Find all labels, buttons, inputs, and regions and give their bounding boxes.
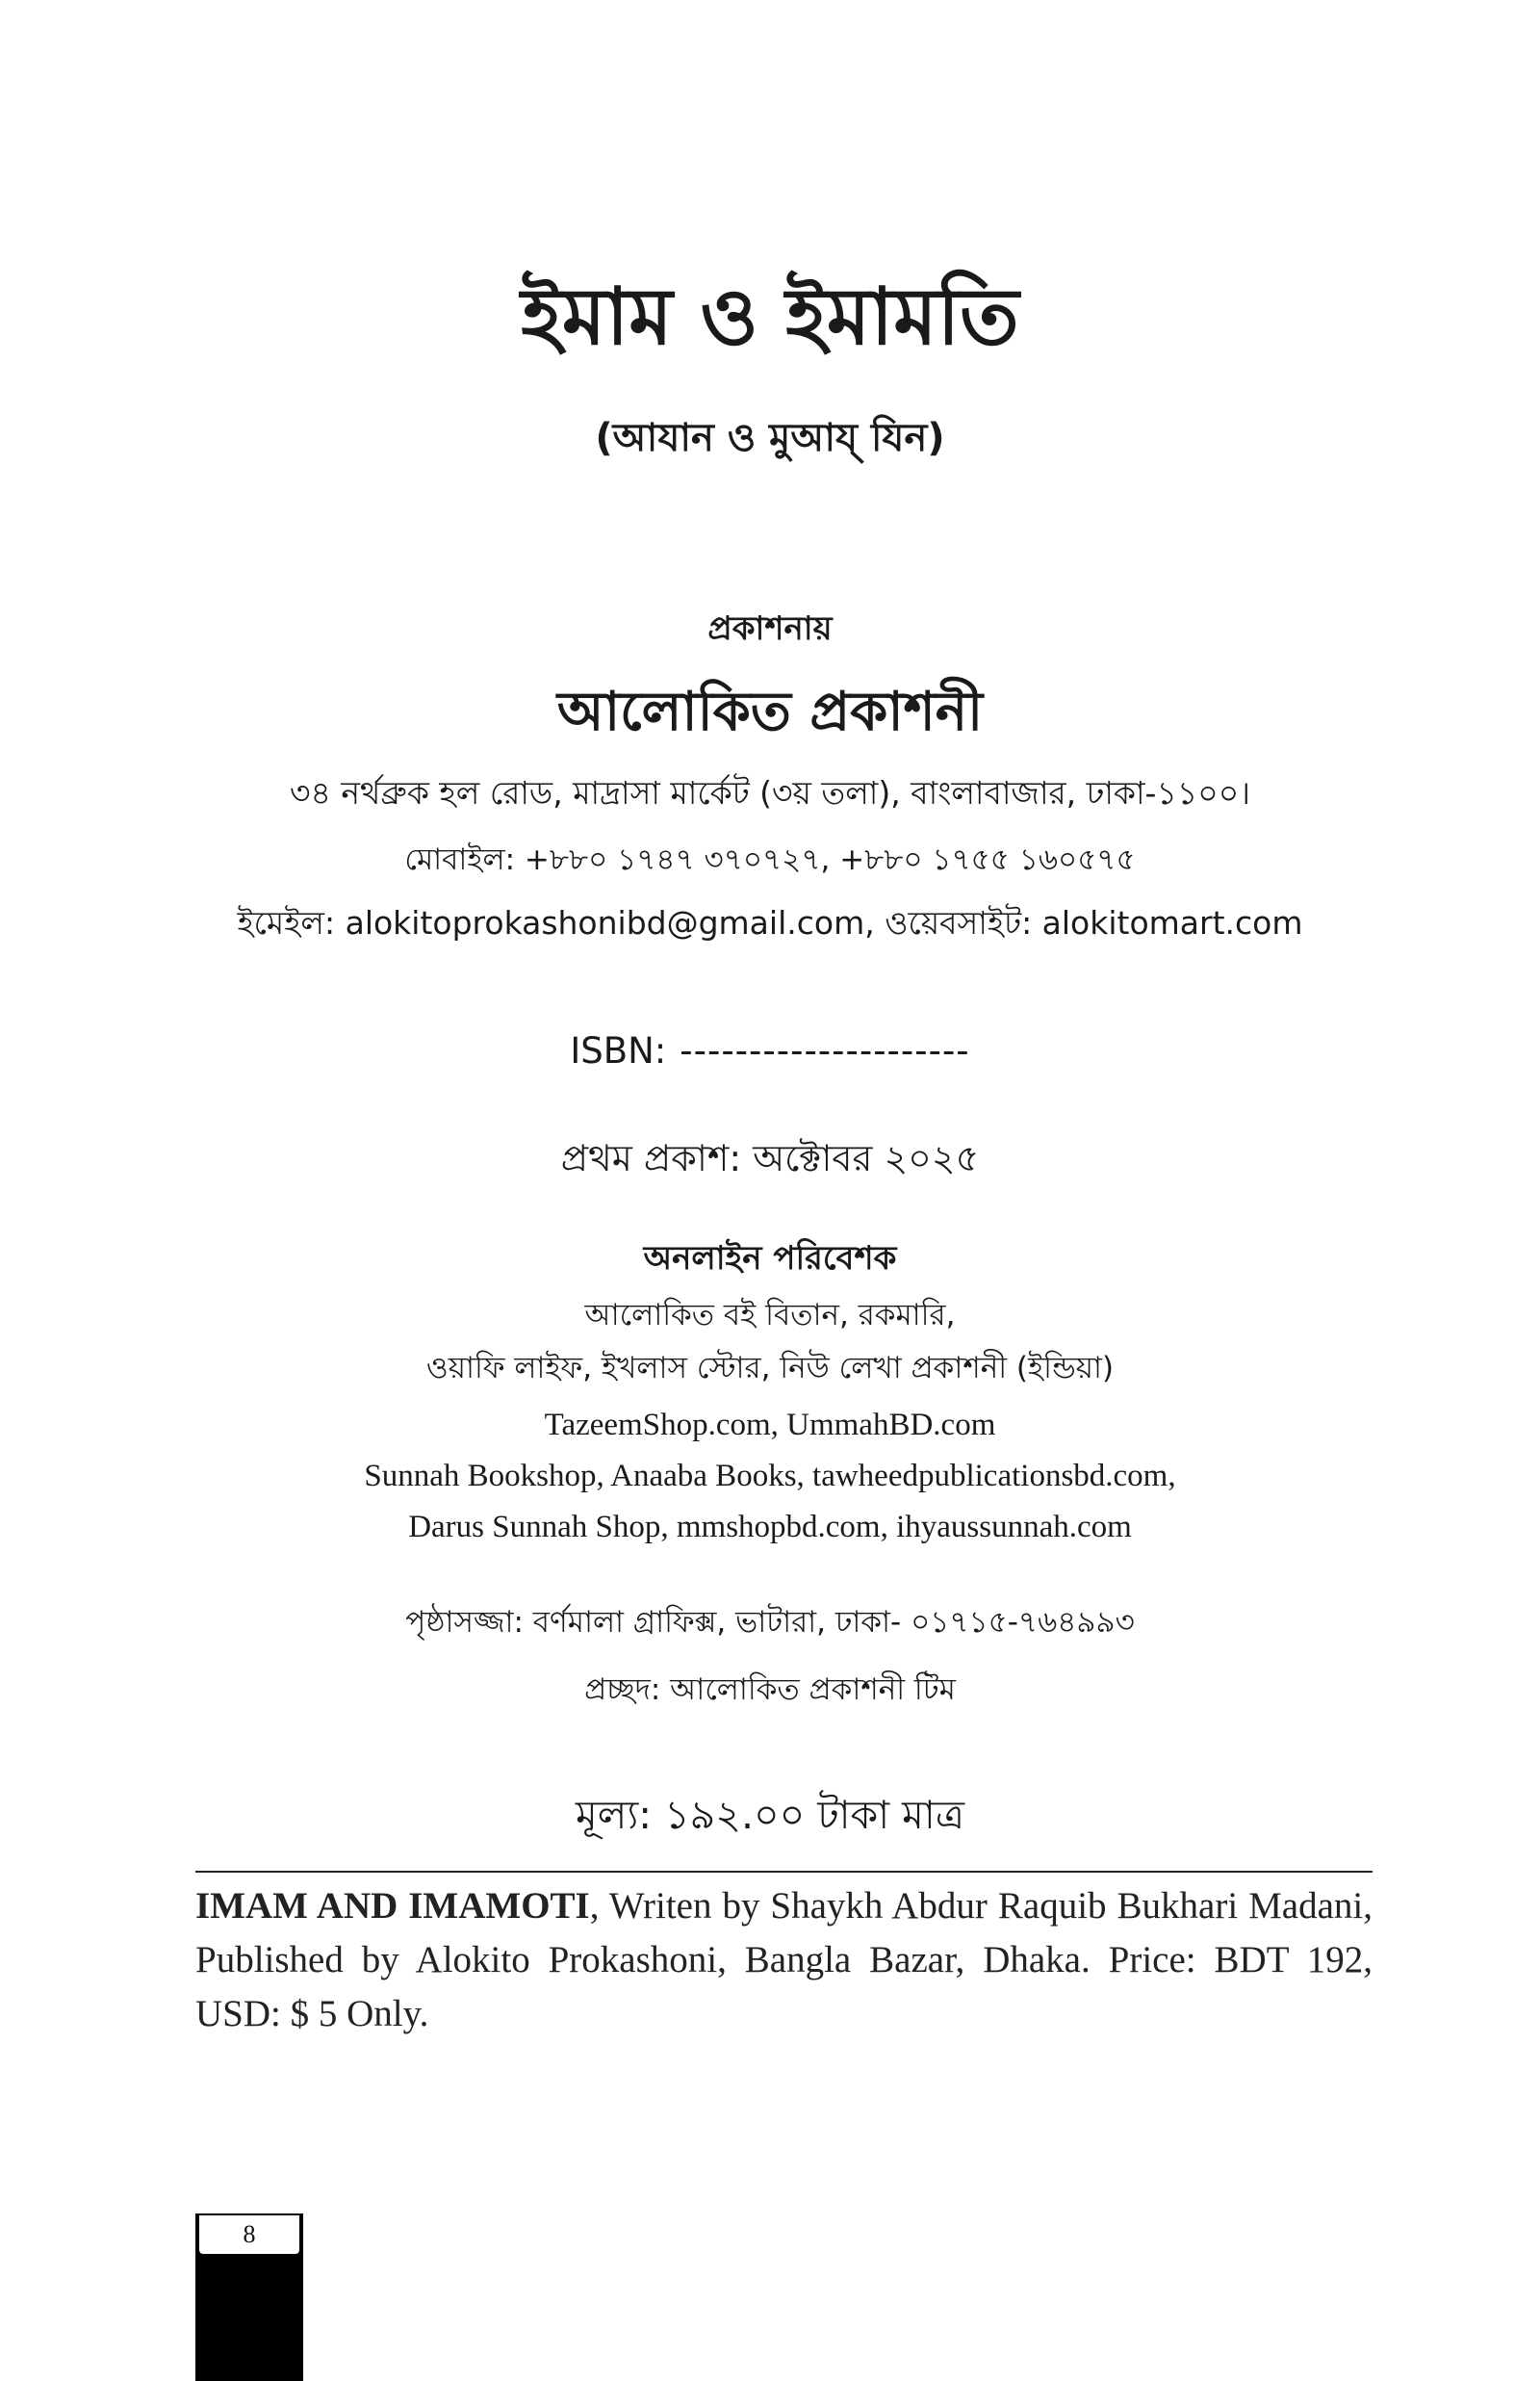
publisher-email-website: ইমেইল: alokitoprokashonibd@gmail.com, ওয়েবসাইট: alokitomart.com <box>237 904 1303 942</box>
divider <box>195 1871 1373 1873</box>
isbn-line <box>0 1025 1540 1077</box>
distributor-line: TazeemShop.com, UmmahBD.com <box>544 1408 996 1442</box>
publisher-label: প্রকাশনায় <box>707 609 833 648</box>
publisher-address: ৩৪ নর্থব্রুক হল রোড, মাদ্রাসা মার্কেট (৩য় তলা), বাংলাবাজার, ঢাকা-১১০০। <box>289 774 1251 812</box>
colophon-text: , Writen by Shaykh Abdur Raquib Bukhari Madani, Published by Alokito Prokashoni, Bangla Bazar, Dhaka. Price: BDT 192, USD: $ 5 Only. <box>195 1885 1373 2034</box>
english-colophon <box>195 1879 1373 2041</box>
distributor-line: আলোকিত বই বিতান, রকমারি, <box>584 1298 956 1333</box>
cover-credit: প্রচ্ছদ: আলোকিত প্রকাশনী টিম <box>584 1672 956 1707</box>
publisher-name: আলোকিত প্রকাশনী <box>556 681 984 743</box>
distributor-line: Sunnah Bookshop, Anaaba Books, tawheedpublicationsbd.com, <box>364 1459 1176 1493</box>
isbn-label: ISBN: <box>570 1030 667 1072</box>
colophon-book-title: IMAM AND IMAMOTI <box>195 1885 590 1927</box>
price: মূল্য: ১৯২.০০ টাকা মাত্র <box>576 1792 964 1838</box>
isbn-value: --------------------- <box>680 1030 970 1072</box>
layout-credit: পৃষ্ঠাসজ্জা: বর্ণমালা গ্রাফিক্স, ভাটারা, ঢাকা- ০১৭১৫-৭৬৪৯৯৩ <box>405 1605 1135 1640</box>
distributor-line: Darus Sunnah Shop, mmshopbd.com, ihyaussunnah.com <box>408 1510 1132 1544</box>
page-number: 8 <box>197 2215 301 2256</box>
online-distributors-heading: অনলাইন পরিবেশক <box>643 1239 897 1278</box>
book-title: ইমাম ও ইমামতি <box>521 272 1019 363</box>
publisher-mobile: মোবাইল: +৮৮০ ১৭৪৭ ৩৭০৭২৭, +৮৮০ ১৭৫৫ ১৬০৫৭৫ <box>404 842 1136 877</box>
first-edition: প্রথম প্রকাশ: অক্টোবর ২০২৫ <box>560 1137 980 1179</box>
distributor-line: ওয়াফি লাইফ, ইখলাস স্টোর, নিউ লেখা প্রকাশনী (ইন্ডিয়া) <box>425 1351 1115 1385</box>
book-subtitle: (আযান ও মুআয্ যিন) <box>595 416 945 460</box>
